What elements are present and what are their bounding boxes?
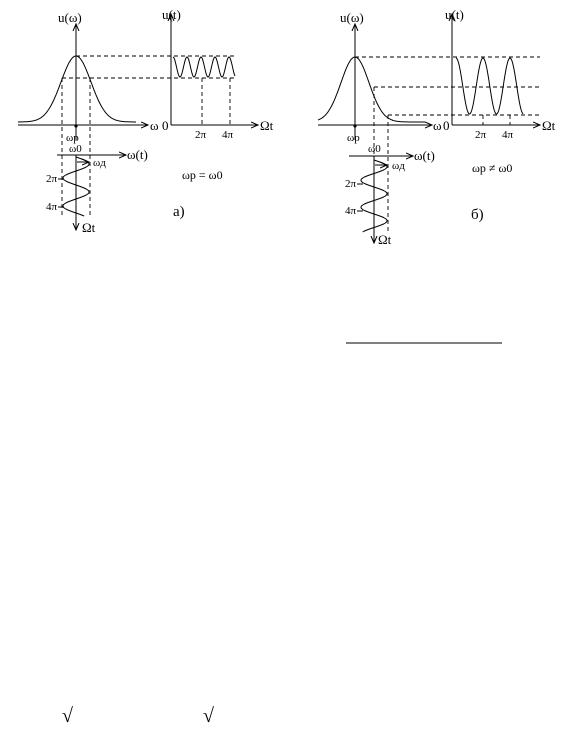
a-omega-p-label: ωр <box>66 132 79 144</box>
b-sweep-label: ω(t) <box>414 148 435 163</box>
sqrt-mark-left: √ <box>62 705 73 726</box>
b-omega-p-label: ωр <box>347 132 360 144</box>
a-time-label: Ωt <box>260 118 274 133</box>
a-omega-p-dot <box>74 124 77 127</box>
a-u-omega-label: u(ω) <box>58 10 82 25</box>
a-down-2pi: 2π <box>46 173 58 185</box>
b-u-t-label: u(t) <box>445 7 464 22</box>
b-time-label: Ωt <box>542 118 556 133</box>
b-resonance-curve <box>318 57 425 122</box>
b-down-4pi: 4π <box>345 205 357 217</box>
a-condition: ωр = ω0 <box>182 168 223 182</box>
b-omega-p-dot <box>353 124 356 127</box>
a-down-label: Ωt <box>82 220 96 235</box>
a-omega-0-label: ω0 <box>69 143 82 155</box>
a-resonance-curve <box>18 56 136 122</box>
b-panel-label: б) <box>471 207 484 223</box>
b-tick-2pi: 2π <box>475 129 487 141</box>
a-tick-2pi: 2π <box>195 129 207 141</box>
b-omega-0-label: ω0 <box>368 143 381 155</box>
a-output-oscillation <box>173 57 235 77</box>
a-u-t-label: u(t) <box>162 7 181 22</box>
sqrt-mark-right: √ <box>203 705 214 726</box>
panel-a <box>18 7 274 235</box>
a-panel-label: а) <box>173 204 185 220</box>
b-u-omega-label: u(ω) <box>340 10 364 25</box>
b-omega-label: ω <box>433 118 442 133</box>
a-origin-label: 0 <box>162 118 169 133</box>
a-omega-label: ω <box>150 118 159 133</box>
b-tick-4pi: 4π <box>502 129 514 141</box>
panel-b <box>318 7 556 247</box>
a-down-4pi: 4π <box>46 201 58 213</box>
b-omega-d-label: ωд <box>392 160 405 172</box>
b-down-label: Ωt <box>378 232 392 247</box>
b-down-2pi: 2π <box>345 178 357 190</box>
a-sweep-label: ω(t) <box>127 147 148 162</box>
b-output-oscillation <box>456 58 523 114</box>
b-origin-label: 0 <box>443 118 450 133</box>
a-omega-d-label: ωд <box>93 157 106 169</box>
a-tick-4pi: 4π <box>222 129 234 141</box>
b-condition: ωр ≠ ω0 <box>472 161 513 175</box>
